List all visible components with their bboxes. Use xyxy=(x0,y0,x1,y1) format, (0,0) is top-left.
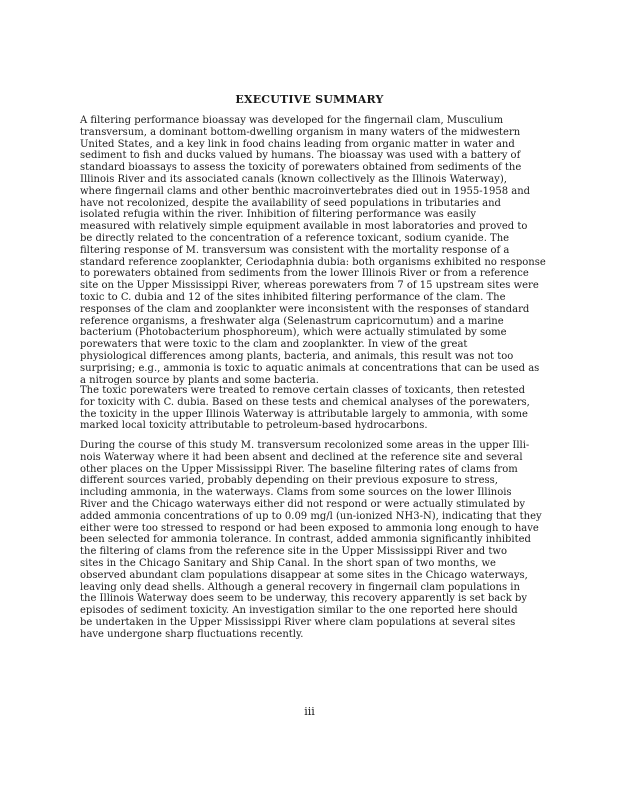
text-line: sediment to fish and ducks valued by humans. The bioassay was used with a battery of xyxy=(80,150,521,162)
text-line: The toxic porewaters were treated to remove certain classes of toxicants, then retested xyxy=(80,385,525,396)
page-number: iii xyxy=(304,705,315,718)
text-line: measured with relatively simple equipment available in most laboratories and proved to xyxy=(80,221,528,233)
text-line: United States, and a key link in food chains leading from organic matter in water and xyxy=(80,138,515,150)
text-line: including ammonia, in the waterways. Clams from some sources on the lower Illinois xyxy=(80,487,512,499)
text-line: where fingernail clams and other benthic macroinvertebrates died out in 1955-1958 and xyxy=(80,185,531,197)
text-line: added ammonia concentrations of up to 0.09 mg/l (un-ionized NH3-N), indicating that they xyxy=(80,510,542,522)
text-line: the Illinois Waterway does seem to be underway, this recovery apparently is set back by xyxy=(80,593,528,605)
text-line: River and the Chicago waterways either did not respond or were actually stimulated by xyxy=(80,498,526,510)
text-line: for toxicity with C. dubia. Based on these tests and chemical analyses of the porewaters, xyxy=(80,396,530,408)
text-line: responses of the clam and zooplankter were inconsistent with the responses of standard xyxy=(80,303,530,315)
text-line: site on the Upper Mississippi River, whereas porewaters from 7 of 15 upstream sites were xyxy=(80,280,539,292)
text-line: isolated refugia within the river. Inhibition of filtering performance was easily xyxy=(80,209,477,221)
text-line: transversum, a dominant bottom-dwelling organism in many waters of the midwestern xyxy=(80,126,521,138)
text-line: sites in the Chicago Sanitary and Ship Canal. In the short span of two months, we xyxy=(80,557,496,569)
text-line: the toxicity in the upper Illinois Waterway is attributable largely to ammonia, with some xyxy=(80,408,528,420)
text-line: to porewaters obtained from sediments from the lower Illinois River or from a reference xyxy=(80,268,529,280)
text-line: different sources varied, probably depending on their previous exposure to stress, xyxy=(80,475,498,487)
text-line: observed abundant clam populations disappear at some sites in the Chicago waterways, xyxy=(80,569,528,581)
paragraph-3 xyxy=(80,440,546,641)
text-line: been selected for ammonia tolerance. In contrast, added ammonia significantly inhibited xyxy=(80,534,531,546)
text-line: nois Waterway where it had been absent and declined at the reference site and several xyxy=(80,451,523,463)
text-line: reference organisms, a freshwater alga (Selenastrum capricornutum) and a marine xyxy=(80,315,504,327)
text-line: marked local toxicity attributable to petroleum-based hydrocarbons. xyxy=(80,420,428,432)
paragraph-1 xyxy=(80,115,546,386)
text-line: bacterium (Photobacterium phosphoreum), which were actually stimulated by some xyxy=(80,327,507,339)
text-line: the filtering of clams from the reference site in the Upper Mississippi River and two xyxy=(80,546,507,558)
text-line: Illinois River and its associated canals (known collectively as the Illinois Waterway), xyxy=(80,173,507,185)
text-line: standard reference zooplankter, Ceriodaphnia dubia: both organisms exhibited no response xyxy=(80,256,546,268)
page-title: EXECUTIVE SUMMARY xyxy=(235,93,384,106)
text-line: physiological differences among plants, bacteria, and animals, this result was not too xyxy=(80,350,514,362)
text-line: filtering response of M. transversum was consistent with the mortality response of a xyxy=(80,244,510,256)
text-line: be directly related to the concentration of a reference toxicant, sodium cyanide. The xyxy=(80,232,510,244)
text-line: a nitrogen source by plants and some bacteria. xyxy=(80,374,319,386)
text-line: have undergone sharp fluctuations recently. xyxy=(80,628,304,640)
text-line: During the course of this study M. transversum recolonized some areas in the upper Illi- xyxy=(80,440,530,451)
text-line: have not recolonized, despite the availability of seed populations in tributaries and xyxy=(80,197,501,209)
text-line: leaving only dead shells. Although a general recovery in fingernail clam populations in xyxy=(80,581,520,593)
text-line: either were too stressed to respond or had been exposed to ammonia long enough to have xyxy=(80,522,539,534)
paragraph-2 xyxy=(80,385,546,432)
text-line: be undertaken in the Upper Mississippi River where clam populations at several sites xyxy=(80,616,516,628)
text-line: episodes of sediment toxicity. An investigation similar to the one reported here should xyxy=(80,605,518,617)
text-line: surprising; e.g., ammonia is toxic to aquatic animals at concentrations that can be used as xyxy=(80,362,540,374)
text-line: other places on the Upper Mississippi River. The baseline filtering rates of clams from xyxy=(80,463,518,475)
text-line: toxic to C. dubia and 12 of the sites inhibited filtering performance of the clam. The xyxy=(80,291,506,303)
text-line: porewaters that were toxic to the clam and zooplankter. In view of the great xyxy=(80,339,468,351)
text-line: standard bioassays to assess the toxicity of porewaters obtained from sediments of the xyxy=(80,162,522,174)
text-line: A filtering performance bioassay was developed for the fingernail clam, Musculium xyxy=(80,115,504,126)
